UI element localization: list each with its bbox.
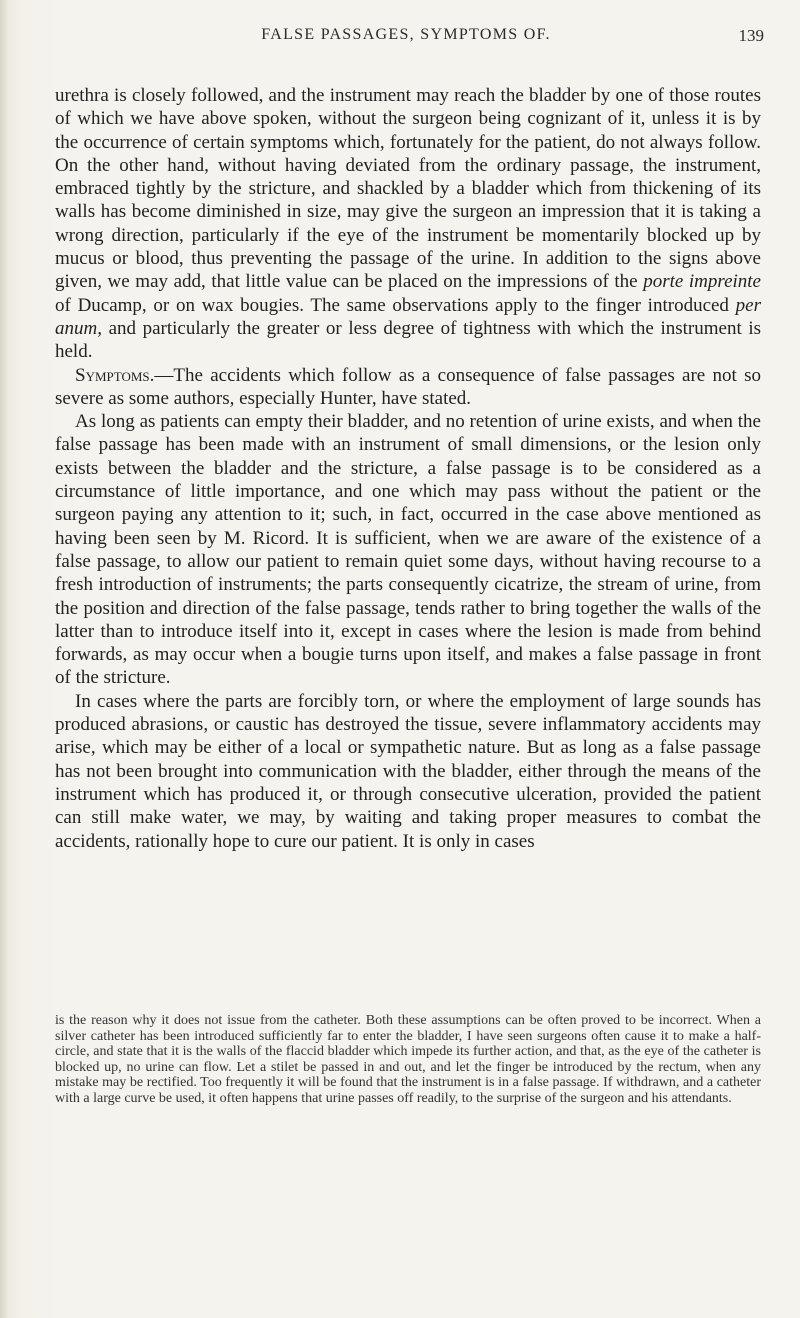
paragraph-4: In cases where the parts are forcibly torn, or where the employment of large sounds has produced abrasions, or caustic has destroyed the tissue, severe inflammatory accidents may arise, which may be either of a local or sympathetic nature. But as long as a false passage has not been brought into communication with the bladder, either through the means of the instrument which has produced it, or through consecutive ulceration, provided the patient can still make water, we may, by waiting and taking proper measures to combat the accidents, rationally hope to cure our patient. It is only in cases [55,690,761,852]
paragraph-1-end: and particularly the greater or less degree of tightness with which the instrument is held. [55,317,761,363]
paragraph-2-text: —The accidents which follow as a consequence of false passages are not so severe as some authors, especially Hunter, have stated. [55,364,761,409]
paragraph-1-mid: of Ducamp, or on wax bougies. The same observations apply to the finger introduced [55,294,736,316]
paragraph-2 [55,364,761,411]
paragraph-3: As long as patients can empty their bladder, and no retention of urine exists, and when the false passage has been made with an instrument of small dimensions, or the lesion only exists between the bladder and the stricture, a false passage is to be considered as a circumstance of little importance, and one which may pass without the patient or the surgeon paying any attention to it; such, in fact, occurred in the case above mentioned as having been seen by M. Ricord. It is sufficient, when we are aware of the existence of a false passage, to allow our patient to remain quiet some days, without having recourse to a fresh introduction of instruments; the parts consequently cicatrize, the stream of urine, from the position and direction of the false passage, tends rather to bring together the walls of the latter than to introduce itself into it, except in cases where the lesion is made from behind forwards, as may occur when a bougie turns upon itself, and makes a false passage in front of the stricture. [55,411,761,689]
footnote: is the reason why it does not issue from the catheter. Both these assumptions can be often proved to be incorrect. When a silver catheter has been introduced sufficiently far to enter the bladder, I have seen surgeons often cause it to make a half-circle, and state that it is the walls of the flaccid bladder which impede its further action, and that, as the eye of the catheter is blocked up, no urine can flow. Let a stilet be passed in and out, and let the finger be introduced by the rectum, when any mistake may be rectified. Too frequently it will be found that the instrument is in a false passage. If withdrawn, and a catheter with a large curve be used, it often happens that urine passes off readily, to the surprise of the surgeon and his attendants. [55,1013,761,1106]
paragraph-1 [55,84,761,364]
page-number: 139 [738,26,764,45]
page-gutter-shadow [0,0,8,1318]
section-heading-symptoms: Symptoms. [75,364,155,386]
italic-term-porte-impreinte: porte impreinte [643,271,761,293]
main-text [55,84,761,853]
page-header [48,26,764,54]
italic-term-per-anum: per anum, [55,294,761,339]
running-head: FALSE PASSAGES, SYMPTOMS OF. [261,26,551,43]
paragraph-1-text: urethra is closely followed, and the instrument may reach the bladder by one of those routes of which we have above spoken, without the surgeon being cognizant of it, unless it is by the occurrence of certain symptoms which, fortunately for the patient, do not always follow. On the other hand, without having deviated from the ordinary passage, the instrument, embraced tightly by the stricture, and shackled by a bladder which from thickening of its walls has become diminished in size, may give the surgeon an impression that it is taking a wrong direction, particularly if the eye of the instrument be momentarily blocked up by mucus or blood, thus preventing the passage of the urine. In addition to the signs above given, we may add, that little value can be placed on the impressions of the [55,85,761,293]
